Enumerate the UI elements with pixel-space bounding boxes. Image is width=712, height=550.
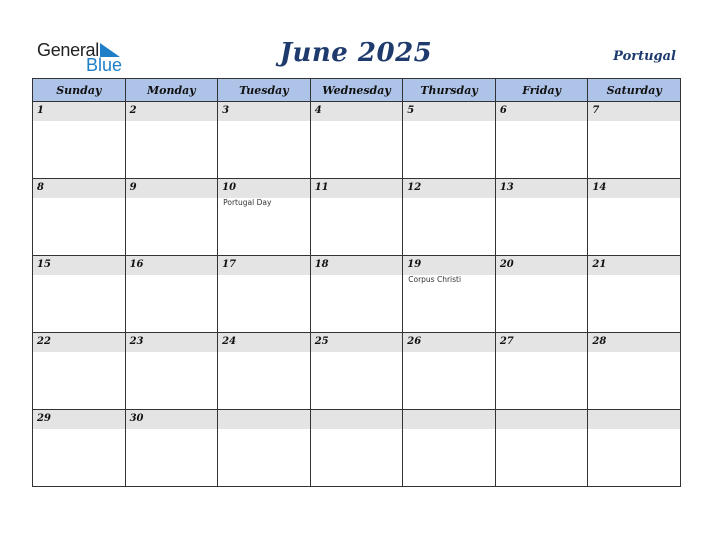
day-number-bar xyxy=(33,256,125,275)
day-number-bar xyxy=(588,256,680,275)
day-number: 10 xyxy=(222,182,237,193)
day-number-bar xyxy=(218,256,310,275)
day-number-bar xyxy=(588,179,680,198)
day-number-bar xyxy=(218,102,310,121)
day-number: 8 xyxy=(37,182,44,193)
day-number: 15 xyxy=(37,259,51,270)
day-number: 28 xyxy=(592,336,607,347)
day-number-bar xyxy=(403,333,495,352)
day-cell xyxy=(403,410,496,487)
day-number: 16 xyxy=(129,259,144,270)
day-number: 27 xyxy=(499,336,514,347)
day-cell xyxy=(218,179,311,256)
day-number-bar xyxy=(33,410,125,429)
day-cell xyxy=(588,333,681,410)
day-cell xyxy=(33,179,126,256)
day-number-bar xyxy=(496,102,588,121)
day-number-bar xyxy=(126,333,218,352)
day-cell xyxy=(403,256,496,333)
day-cell xyxy=(495,410,588,487)
day-cell xyxy=(588,102,681,179)
day-number-bar xyxy=(126,410,218,429)
day-number: 4 xyxy=(314,105,322,116)
logo-word-blue: Blue xyxy=(86,55,123,75)
week-row xyxy=(33,410,681,487)
day-number: 11 xyxy=(314,182,329,193)
weekday-wednesday: Wednesday xyxy=(310,79,403,102)
day-number-bar xyxy=(588,410,680,429)
day-cell xyxy=(403,333,496,410)
day-number-bar xyxy=(218,179,310,198)
day-cell xyxy=(403,179,496,256)
weekday-header-row xyxy=(33,79,681,102)
day-number-bar xyxy=(403,102,495,121)
day-number-bar xyxy=(496,256,588,275)
day-number: 6 xyxy=(499,105,507,116)
day-number: 12 xyxy=(407,182,422,193)
day-number-bar xyxy=(126,179,218,198)
day-number: 3 xyxy=(222,105,230,116)
calendar-grid xyxy=(32,78,681,487)
day-number-bar xyxy=(33,179,125,198)
day-cell xyxy=(33,410,126,487)
day-number: 14 xyxy=(592,182,607,193)
day-cell xyxy=(33,333,126,410)
week-row xyxy=(33,333,681,410)
weekday-sunday: Sunday xyxy=(33,79,126,102)
week-row xyxy=(33,256,681,333)
day-number: 2 xyxy=(129,105,137,116)
day-number: 26 xyxy=(407,336,422,347)
day-number: 23 xyxy=(129,336,144,347)
day-cell xyxy=(495,333,588,410)
day-number: 1 xyxy=(37,105,44,116)
day-cell xyxy=(125,410,218,487)
day-number-bar xyxy=(311,256,403,275)
day-number-bar xyxy=(496,410,588,429)
day-cell xyxy=(310,179,403,256)
day-number-bar xyxy=(33,333,125,352)
day-cell xyxy=(588,179,681,256)
day-cell xyxy=(125,179,218,256)
day-cell xyxy=(125,102,218,179)
holiday-label: Portugal Day xyxy=(223,198,272,207)
day-number-bar xyxy=(33,102,125,121)
weekday-saturday: Saturday xyxy=(588,79,681,102)
day-cell xyxy=(495,256,588,333)
day-cell xyxy=(588,410,681,487)
day-number: 17 xyxy=(222,259,237,270)
week-row xyxy=(33,102,681,179)
day-number: 9 xyxy=(129,182,137,193)
day-cell xyxy=(125,256,218,333)
day-number-bar xyxy=(126,256,218,275)
day-number-bar xyxy=(588,333,680,352)
day-cell xyxy=(495,179,588,256)
day-number: 7 xyxy=(592,105,600,116)
day-number: 5 xyxy=(407,105,415,116)
day-cell xyxy=(218,256,311,333)
day-cell xyxy=(310,102,403,179)
logo-word-general: General xyxy=(37,40,99,60)
day-number-bar xyxy=(311,102,403,121)
country-label: Portugal xyxy=(613,49,676,64)
weekday-friday: Friday xyxy=(495,79,588,102)
day-cell xyxy=(495,102,588,179)
day-cell xyxy=(125,333,218,410)
day-cell xyxy=(310,256,403,333)
day-number-bar xyxy=(218,333,310,352)
day-number: 30 xyxy=(129,413,144,424)
day-number-bar xyxy=(403,179,495,198)
day-number-bar xyxy=(311,410,403,429)
day-number: 25 xyxy=(314,336,329,347)
weekday-tuesday: Tuesday xyxy=(218,79,311,102)
day-number: 29 xyxy=(37,413,51,424)
day-cell xyxy=(588,256,681,333)
day-number: 18 xyxy=(314,259,329,270)
week-row xyxy=(33,179,681,256)
day-number-bar xyxy=(126,102,218,121)
calendar-title: June 2025 xyxy=(279,38,433,68)
day-number: 13 xyxy=(499,182,514,193)
day-number-bar xyxy=(403,410,495,429)
day-cell xyxy=(218,102,311,179)
day-number: 21 xyxy=(592,259,607,270)
holiday-label: Corpus Christi xyxy=(408,275,462,284)
weekday-thursday: Thursday xyxy=(403,79,496,102)
day-number: 24 xyxy=(222,336,237,347)
day-number-bar xyxy=(403,256,495,275)
day-number: 20 xyxy=(499,259,514,270)
day-number: 19 xyxy=(407,259,422,270)
day-cell xyxy=(218,410,311,487)
weekday-monday: Monday xyxy=(125,79,218,102)
day-cell xyxy=(33,256,126,333)
day-number-bar xyxy=(496,333,588,352)
day-number-bar xyxy=(311,333,403,352)
day-number-bar xyxy=(496,179,588,198)
day-cell xyxy=(218,333,311,410)
day-cell xyxy=(33,102,126,179)
day-cell xyxy=(310,410,403,487)
day-cell xyxy=(310,333,403,410)
day-cell xyxy=(403,102,496,179)
day-number: 22 xyxy=(37,336,51,347)
day-number-bar xyxy=(311,179,403,198)
day-number-bar xyxy=(588,102,680,121)
day-number-bar xyxy=(218,410,310,429)
